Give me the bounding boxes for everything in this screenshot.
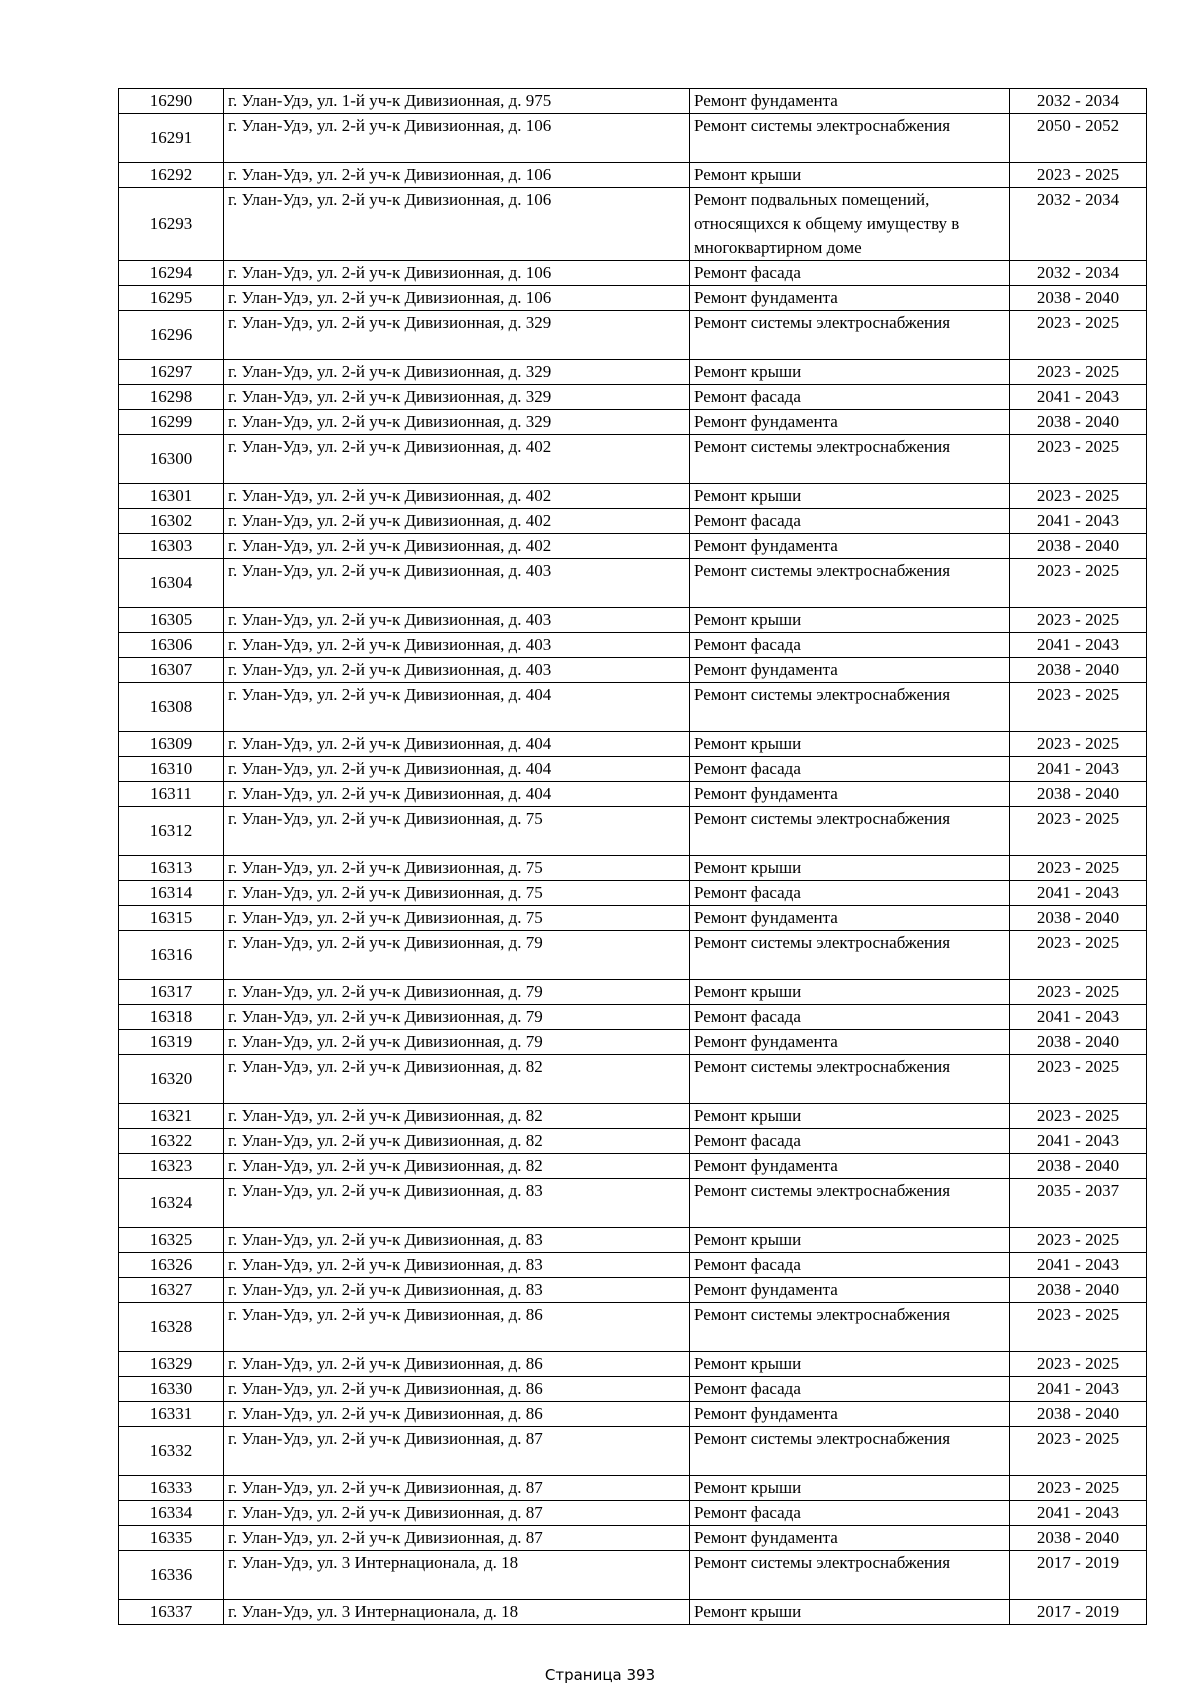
row-number-cell: 16290 — [119, 89, 224, 114]
table-row — [119, 1055, 1147, 1104]
work-type-cell: Ремонт фундамента — [690, 906, 1010, 931]
years-cell: 2041 - 2043 — [1010, 385, 1147, 410]
row-number-cell: 16311 — [119, 782, 224, 807]
address-cell: г. Улан-Удэ, ул. 2-й уч-к Дивизионная, д. 402 — [224, 484, 690, 509]
address-cell: г. Улан-Удэ, ул. 2-й уч-к Дивизионная, д. 403 — [224, 559, 690, 608]
years-cell: 2023 - 2025 — [1010, 311, 1147, 360]
table-row — [119, 1427, 1147, 1476]
row-number-cell: 16324 — [119, 1179, 224, 1228]
years-cell: 2023 - 2025 — [1010, 163, 1147, 188]
address-cell: г. Улан-Удэ, ул. 2-й уч-к Дивизионная, д. 86 — [224, 1402, 690, 1427]
years-cell: 2050 - 2052 — [1010, 114, 1147, 163]
table-row — [119, 881, 1147, 906]
address-cell: г. Улан-Удэ, ул. 2-й уч-к Дивизионная, д. 329 — [224, 385, 690, 410]
row-number-cell: 16334 — [119, 1501, 224, 1526]
work-type-cell: Ремонт крыши — [690, 360, 1010, 385]
years-cell: 2032 - 2034 — [1010, 188, 1147, 261]
row-number-cell: 16295 — [119, 286, 224, 311]
years-cell: 2023 - 2025 — [1010, 1055, 1147, 1104]
address-cell: г. Улан-Удэ, ул. 3 Интернационала, д. 18 — [224, 1600, 690, 1625]
work-type-cell: Ремонт системы электроснабжения — [690, 311, 1010, 360]
row-number-cell: 16325 — [119, 1228, 224, 1253]
work-type-cell: Ремонт крыши — [690, 1104, 1010, 1129]
years-cell: 2035 - 2037 — [1010, 1179, 1147, 1228]
table-row — [119, 757, 1147, 782]
row-number-cell: 16319 — [119, 1030, 224, 1055]
work-type-cell: Ремонт фасада — [690, 261, 1010, 286]
work-type-cell: Ремонт системы электроснабжения — [690, 559, 1010, 608]
table-row — [119, 1104, 1147, 1129]
address-cell: г. Улан-Удэ, ул. 2-й уч-к Дивизионная, д. 402 — [224, 435, 690, 484]
work-type-cell: Ремонт системы электроснабжения — [690, 807, 1010, 856]
table-row — [119, 1030, 1147, 1055]
page-number: Страница 393 — [544, 1666, 656, 1684]
work-type-cell: Ремонт системы электроснабжения — [690, 1179, 1010, 1228]
table-row — [119, 509, 1147, 534]
years-cell: 2032 - 2034 — [1010, 89, 1147, 114]
years-cell: 2041 - 2043 — [1010, 757, 1147, 782]
address-cell: г. Улан-Удэ, ул. 2-й уч-к Дивизионная, д. 82 — [224, 1154, 690, 1179]
row-number-cell: 16336 — [119, 1551, 224, 1600]
row-number-cell: 16331 — [119, 1402, 224, 1427]
address-cell: г. Улан-Удэ, ул. 2-й уч-к Дивизионная, д. 403 — [224, 658, 690, 683]
work-type-cell: Ремонт фасада — [690, 509, 1010, 534]
table-row — [119, 807, 1147, 856]
address-cell: г. Улан-Удэ, ул. 2-й уч-к Дивизионная, д. 79 — [224, 980, 690, 1005]
table-row — [119, 311, 1147, 360]
table-row — [119, 1179, 1147, 1228]
address-cell: г. Улан-Удэ, ул. 2-й уч-к Дивизионная, д. 82 — [224, 1104, 690, 1129]
row-number-cell: 16329 — [119, 1352, 224, 1377]
work-type-cell: Ремонт фундамента — [690, 658, 1010, 683]
years-cell: 2038 - 2040 — [1010, 906, 1147, 931]
work-type-cell: Ремонт крыши — [690, 1600, 1010, 1625]
address-cell: г. Улан-Удэ, ул. 2-й уч-к Дивизионная, д. 87 — [224, 1501, 690, 1526]
years-cell: 2023 - 2025 — [1010, 435, 1147, 484]
table-row — [119, 1129, 1147, 1154]
years-cell: 2038 - 2040 — [1010, 1526, 1147, 1551]
table-row — [119, 1526, 1147, 1551]
years-cell: 2041 - 2043 — [1010, 509, 1147, 534]
address-cell: г. Улан-Удэ, ул. 3 Интернационала, д. 18 — [224, 1551, 690, 1600]
address-cell: г. Улан-Удэ, ул. 2-й уч-к Дивизионная, д. 86 — [224, 1352, 690, 1377]
table-row — [119, 1303, 1147, 1352]
row-number-cell: 16327 — [119, 1278, 224, 1303]
work-type-cell: Ремонт фундамента — [690, 286, 1010, 311]
row-number-cell: 16328 — [119, 1303, 224, 1352]
years-cell: 2038 - 2040 — [1010, 286, 1147, 311]
row-number-cell: 16322 — [119, 1129, 224, 1154]
years-cell: 2041 - 2043 — [1010, 1253, 1147, 1278]
address-cell: г. Улан-Удэ, ул. 2-й уч-к Дивизионная, д. 404 — [224, 683, 690, 732]
work-type-cell: Ремонт фундамента — [690, 1030, 1010, 1055]
row-number-cell: 16298 — [119, 385, 224, 410]
years-cell: 2023 - 2025 — [1010, 683, 1147, 732]
row-number-cell: 16323 — [119, 1154, 224, 1179]
work-type-cell: Ремонт крыши — [690, 856, 1010, 881]
years-cell: 2041 - 2043 — [1010, 633, 1147, 658]
address-cell: г. Улан-Удэ, ул. 2-й уч-к Дивизионная, д. 402 — [224, 509, 690, 534]
row-number-cell: 16301 — [119, 484, 224, 509]
years-cell: 2023 - 2025 — [1010, 360, 1147, 385]
row-number-cell: 16297 — [119, 360, 224, 385]
work-type-cell: Ремонт системы электроснабжения — [690, 683, 1010, 732]
row-number-cell: 16291 — [119, 114, 224, 163]
address-cell: г. Улан-Удэ, ул. 2-й уч-к Дивизионная, д. 404 — [224, 757, 690, 782]
address-cell: г. Улан-Удэ, ул. 2-й уч-к Дивизионная, д. 86 — [224, 1303, 690, 1352]
years-cell: 2023 - 2025 — [1010, 1352, 1147, 1377]
work-type-cell: Ремонт системы электроснабжения — [690, 1551, 1010, 1600]
row-number-cell: 16330 — [119, 1377, 224, 1402]
address-cell: г. Улан-Удэ, ул. 2-й уч-к Дивизионная, д. 75 — [224, 856, 690, 881]
work-type-cell: Ремонт крыши — [690, 980, 1010, 1005]
work-type-cell: Ремонт фасада — [690, 1377, 1010, 1402]
work-type-cell: Ремонт системы электроснабжения — [690, 931, 1010, 980]
address-cell: г. Улан-Удэ, ул. 2-й уч-к Дивизионная, д. 106 — [224, 163, 690, 188]
address-cell: г. Улан-Удэ, ул. 2-й уч-к Дивизионная, д. 79 — [224, 1005, 690, 1030]
address-cell: г. Улан-Удэ, ул. 2-й уч-к Дивизионная, д. 106 — [224, 114, 690, 163]
work-type-cell: Ремонт крыши — [690, 1476, 1010, 1501]
row-number-cell: 16294 — [119, 261, 224, 286]
table-row — [119, 261, 1147, 286]
table-row — [119, 1154, 1147, 1179]
work-type-cell: Ремонт фундамента — [690, 1526, 1010, 1551]
table-row — [119, 782, 1147, 807]
table-row — [119, 1551, 1147, 1600]
address-cell: г. Улан-Удэ, ул. 1-й уч-к Дивизионная, д. 975 — [224, 89, 690, 114]
row-number-cell: 16333 — [119, 1476, 224, 1501]
work-type-cell: Ремонт системы электроснабжения — [690, 1427, 1010, 1476]
table-row — [119, 410, 1147, 435]
work-type-cell: Ремонт фасада — [690, 633, 1010, 658]
years-cell: 2038 - 2040 — [1010, 1154, 1147, 1179]
years-cell: 2038 - 2040 — [1010, 1278, 1147, 1303]
work-type-cell: Ремонт системы электроснабжения — [690, 435, 1010, 484]
table-row — [119, 286, 1147, 311]
years-cell: 2041 - 2043 — [1010, 1501, 1147, 1526]
work-type-cell: Ремонт фасада — [690, 1129, 1010, 1154]
address-cell: г. Улан-Удэ, ул. 2-й уч-к Дивизионная, д. 404 — [224, 732, 690, 757]
row-number-cell: 16296 — [119, 311, 224, 360]
years-cell: 2038 - 2040 — [1010, 782, 1147, 807]
work-type-cell: Ремонт фундамента — [690, 410, 1010, 435]
table-row — [119, 385, 1147, 410]
years-cell: 2023 - 2025 — [1010, 484, 1147, 509]
address-cell: г. Улан-Удэ, ул. 2-й уч-к Дивизионная, д. 329 — [224, 311, 690, 360]
work-type-cell: Ремонт крыши — [690, 163, 1010, 188]
row-number-cell: 16310 — [119, 757, 224, 782]
table-row — [119, 435, 1147, 484]
years-cell: 2041 - 2043 — [1010, 1377, 1147, 1402]
table-row — [119, 658, 1147, 683]
address-cell: г. Улан-Удэ, ул. 2-й уч-к Дивизионная, д. 87 — [224, 1476, 690, 1501]
table-row — [119, 534, 1147, 559]
table-row — [119, 1377, 1147, 1402]
row-number-cell: 16326 — [119, 1253, 224, 1278]
address-cell: г. Улан-Удэ, ул. 2-й уч-к Дивизионная, д. 79 — [224, 931, 690, 980]
address-cell: г. Улан-Удэ, ул. 2-й уч-к Дивизионная, д. 87 — [224, 1526, 690, 1551]
work-type-cell: Ремонт крыши — [690, 484, 1010, 509]
table-row — [119, 608, 1147, 633]
work-type-cell: Ремонт фасада — [690, 757, 1010, 782]
table-row — [119, 360, 1147, 385]
table-row — [119, 931, 1147, 980]
years-cell: 2023 - 2025 — [1010, 1303, 1147, 1352]
table-row — [119, 1600, 1147, 1625]
address-cell: г. Улан-Удэ, ул. 2-й уч-к Дивизионная, д. 402 — [224, 534, 690, 559]
address-cell: г. Улан-Удэ, ул. 2-й уч-к Дивизионная, д. 106 — [224, 286, 690, 311]
years-cell: 2038 - 2040 — [1010, 410, 1147, 435]
work-type-cell: Ремонт фундамента — [690, 89, 1010, 114]
work-type-cell: Ремонт фундамента — [690, 1278, 1010, 1303]
address-cell: г. Улан-Удэ, ул. 2-й уч-к Дивизионная, д. 106 — [224, 188, 690, 261]
row-number-cell: 16303 — [119, 534, 224, 559]
table-row — [119, 633, 1147, 658]
table-row — [119, 1501, 1147, 1526]
years-cell: 2023 - 2025 — [1010, 856, 1147, 881]
address-cell: г. Улан-Удэ, ул. 2-й уч-к Дивизионная, д. 83 — [224, 1253, 690, 1278]
address-cell: г. Улан-Удэ, ул. 2-й уч-к Дивизионная, д. 403 — [224, 608, 690, 633]
years-cell: 2032 - 2034 — [1010, 261, 1147, 286]
years-cell: 2038 - 2040 — [1010, 534, 1147, 559]
table-row — [119, 906, 1147, 931]
years-cell: 2038 - 2040 — [1010, 1402, 1147, 1427]
row-number-cell: 16315 — [119, 906, 224, 931]
years-cell: 2023 - 2025 — [1010, 1228, 1147, 1253]
address-cell: г. Улан-Удэ, ул. 2-й уч-к Дивизионная, д. 87 — [224, 1427, 690, 1476]
years-cell: 2038 - 2040 — [1010, 658, 1147, 683]
work-type-cell: Ремонт фасада — [690, 1005, 1010, 1030]
row-number-cell: 16293 — [119, 188, 224, 261]
repair-schedule-table — [118, 88, 1147, 1625]
years-cell: 2041 - 2043 — [1010, 881, 1147, 906]
table-row — [119, 163, 1147, 188]
years-cell: 2017 - 2019 — [1010, 1551, 1147, 1600]
row-number-cell: 16302 — [119, 509, 224, 534]
table-row — [119, 484, 1147, 509]
row-number-cell: 16300 — [119, 435, 224, 484]
address-cell: г. Улан-Удэ, ул. 2-й уч-к Дивизионная, д. 79 — [224, 1030, 690, 1055]
row-number-cell: 16314 — [119, 881, 224, 906]
work-type-cell: Ремонт крыши — [690, 1352, 1010, 1377]
address-cell: г. Улан-Удэ, ул. 2-й уч-к Дивизионная, д. 75 — [224, 807, 690, 856]
row-number-cell: 16313 — [119, 856, 224, 881]
row-number-cell: 16320 — [119, 1055, 224, 1104]
table-row — [119, 114, 1147, 163]
years-cell: 2023 - 2025 — [1010, 1104, 1147, 1129]
table-row — [119, 1228, 1147, 1253]
years-cell: 2041 - 2043 — [1010, 1129, 1147, 1154]
row-number-cell: 16309 — [119, 732, 224, 757]
work-type-cell: Ремонт системы электроснабжения — [690, 1055, 1010, 1104]
row-number-cell: 16335 — [119, 1526, 224, 1551]
row-number-cell: 16304 — [119, 559, 224, 608]
years-cell: 2023 - 2025 — [1010, 807, 1147, 856]
row-number-cell: 16306 — [119, 633, 224, 658]
address-cell: г. Улан-Удэ, ул. 2-й уч-к Дивизионная, д. 329 — [224, 410, 690, 435]
table-row — [119, 1352, 1147, 1377]
years-cell: 2023 - 2025 — [1010, 931, 1147, 980]
table-body — [119, 89, 1147, 1625]
work-type-cell: Ремонт фундамента — [690, 534, 1010, 559]
table-row — [119, 1005, 1147, 1030]
years-cell: 2023 - 2025 — [1010, 1476, 1147, 1501]
table-row — [119, 856, 1147, 881]
table-row — [119, 559, 1147, 608]
address-cell: г. Улан-Удэ, ул. 2-й уч-к Дивизионная, д. 75 — [224, 906, 690, 931]
row-number-cell: 16305 — [119, 608, 224, 633]
table-row — [119, 683, 1147, 732]
years-cell: 2041 - 2043 — [1010, 1005, 1147, 1030]
row-number-cell: 16307 — [119, 658, 224, 683]
work-type-cell: Ремонт крыши — [690, 732, 1010, 757]
work-type-cell: Ремонт крыши — [690, 1228, 1010, 1253]
table-row — [119, 1253, 1147, 1278]
row-number-cell: 16337 — [119, 1600, 224, 1625]
row-number-cell: 16318 — [119, 1005, 224, 1030]
table-row — [119, 188, 1147, 261]
row-number-cell: 16316 — [119, 931, 224, 980]
work-type-cell: Ремонт подвальных помещений, относящихся к общему имуществу в многоквартирном доме — [690, 188, 1010, 261]
page-footer — [0, 1666, 1200, 1684]
work-type-cell: Ремонт системы электроснабжения — [690, 1303, 1010, 1352]
work-type-cell: Ремонт фасада — [690, 1253, 1010, 1278]
work-type-cell: Ремонт фасада — [690, 385, 1010, 410]
row-number-cell: 16317 — [119, 980, 224, 1005]
table-row — [119, 1278, 1147, 1303]
table-row — [119, 1476, 1147, 1501]
row-number-cell: 16321 — [119, 1104, 224, 1129]
address-cell: г. Улан-Удэ, ул. 2-й уч-к Дивизионная, д. 82 — [224, 1129, 690, 1154]
row-number-cell: 16312 — [119, 807, 224, 856]
work-type-cell: Ремонт фасада — [690, 1501, 1010, 1526]
years-cell: 2023 - 2025 — [1010, 608, 1147, 633]
table-row — [119, 732, 1147, 757]
years-cell: 2023 - 2025 — [1010, 1427, 1147, 1476]
address-cell: г. Улан-Удэ, ул. 2-й уч-к Дивизионная, д. 403 — [224, 633, 690, 658]
address-cell: г. Улан-Удэ, ул. 2-й уч-к Дивизионная, д. 329 — [224, 360, 690, 385]
work-type-cell: Ремонт фундамента — [690, 1402, 1010, 1427]
address-cell: г. Улан-Удэ, ул. 2-й уч-к Дивизионная, д. 106 — [224, 261, 690, 286]
row-number-cell: 16308 — [119, 683, 224, 732]
address-cell: г. Улан-Удэ, ул. 2-й уч-к Дивизионная, д. 83 — [224, 1179, 690, 1228]
row-number-cell: 16332 — [119, 1427, 224, 1476]
work-type-cell: Ремонт фундамента — [690, 1154, 1010, 1179]
row-number-cell: 16292 — [119, 163, 224, 188]
work-type-cell: Ремонт фундамента — [690, 782, 1010, 807]
table-row — [119, 980, 1147, 1005]
years-cell: 2017 - 2019 — [1010, 1600, 1147, 1625]
address-cell: г. Улан-Удэ, ул. 2-й уч-к Дивизионная, д. 82 — [224, 1055, 690, 1104]
address-cell: г. Улан-Удэ, ул. 2-й уч-к Дивизионная, д. 83 — [224, 1228, 690, 1253]
address-cell: г. Улан-Удэ, ул. 2-й уч-к Дивизионная, д. 75 — [224, 881, 690, 906]
address-cell: г. Улан-Удэ, ул. 2-й уч-к Дивизионная, д. 404 — [224, 782, 690, 807]
row-number-cell: 16299 — [119, 410, 224, 435]
years-cell: 2023 - 2025 — [1010, 559, 1147, 608]
years-cell: 2023 - 2025 — [1010, 980, 1147, 1005]
table-row — [119, 1402, 1147, 1427]
address-cell: г. Улан-Удэ, ул. 2-й уч-к Дивизионная, д. 86 — [224, 1377, 690, 1402]
work-type-cell: Ремонт крыши — [690, 608, 1010, 633]
years-cell: 2038 - 2040 — [1010, 1030, 1147, 1055]
table-row — [119, 89, 1147, 114]
work-type-cell: Ремонт фасада — [690, 881, 1010, 906]
years-cell: 2023 - 2025 — [1010, 732, 1147, 757]
work-type-cell: Ремонт системы электроснабжения — [690, 114, 1010, 163]
address-cell: г. Улан-Удэ, ул. 2-й уч-к Дивизионная, д. 83 — [224, 1278, 690, 1303]
